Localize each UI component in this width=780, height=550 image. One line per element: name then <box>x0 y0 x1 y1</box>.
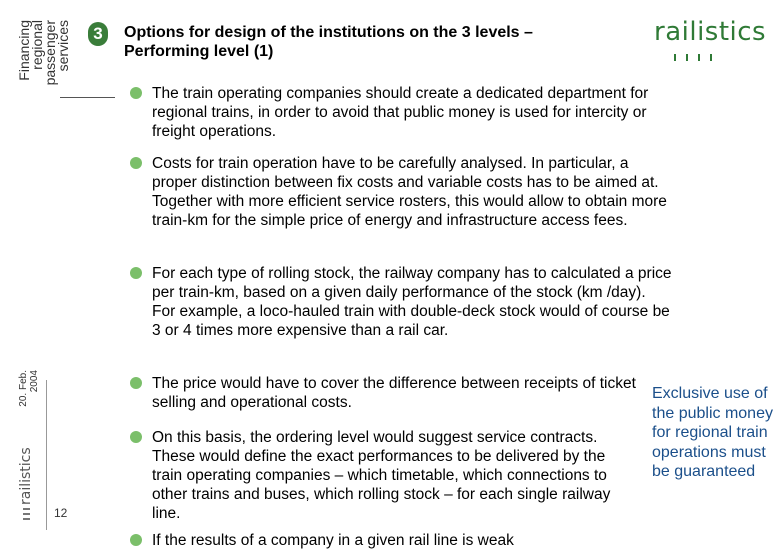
page-title: Options for design of the institutions on the 3 levels – Performing level (1) <box>124 24 533 60</box>
side-note: Exclusive use of the public money for regional train operations must be guaranteed <box>652 385 773 480</box>
bullet-text: The train operating companies should create a dedicated department for regional trains, in order to avoid that public money is used for intercity or freight operations. <box>152 85 649 140</box>
bullet-text: On this basis, the ordering level would suggest service contracts. These would define the exact performances to be delivered by the train operating companies – which timetable, which connections to other trains and buses, which rolling stock – for each single railway line. <box>152 429 611 522</box>
bullet-item-cut-off <box>130 531 652 549</box>
bullet-item <box>130 154 672 230</box>
section-number-badge: 3 <box>88 22 108 46</box>
logo-text: railistics <box>654 17 767 47</box>
bullet-text: For each type of rolling stock, the railway company has to calculated a price per train-km, based on a given daily performance of the stock (km /day). For example, a loco-hauled train with double-deck stock would of course be 3 or 4 times more expensive than a rail car. <box>152 265 672 339</box>
bullet-dot-icon <box>130 431 142 443</box>
railistics-logo <box>654 18 772 58</box>
bullet-item <box>130 374 672 412</box>
footer-logo <box>18 420 38 520</box>
bullet-text: Costs for train operation have to be carefully analysed. In particular, a proper distinction between fix costs and variable costs has to be aimed at. Together with more efficient service rosters, this would allow to obtain more train-km for the simple price of energy and infrastructure access fees. <box>152 155 667 229</box>
sidebar-title-line: services <box>55 20 71 72</box>
bullet-text: The price would have to cover the difference between receipts of ticket selling and operational costs. <box>152 375 636 411</box>
bullet-dot-icon <box>130 267 142 279</box>
bullet-text: If the results of a company in a given rail line is weak <box>152 532 514 549</box>
bullet-dot-icon <box>130 87 142 99</box>
bullet-item <box>130 264 672 340</box>
sidebar-title-line: passenger <box>42 20 58 86</box>
bullet-dot-icon <box>130 157 142 169</box>
footer-logo-text: railistics <box>18 447 34 505</box>
bullet-dot-icon <box>130 534 142 546</box>
logo-tick-marks <box>674 48 772 66</box>
sidebar-title <box>18 20 90 90</box>
sidebar-title-line: Financing <box>16 20 32 81</box>
footer-date <box>18 370 58 420</box>
sidebar-title-line: regional <box>29 20 45 70</box>
page-number: 12 <box>54 506 68 520</box>
bullet-item <box>130 428 632 523</box>
bullet-item <box>130 84 672 141</box>
footer-date-text: 20. Feb. 2004 <box>18 370 40 407</box>
title-divider <box>60 97 115 98</box>
bullet-dot-icon <box>130 377 142 389</box>
